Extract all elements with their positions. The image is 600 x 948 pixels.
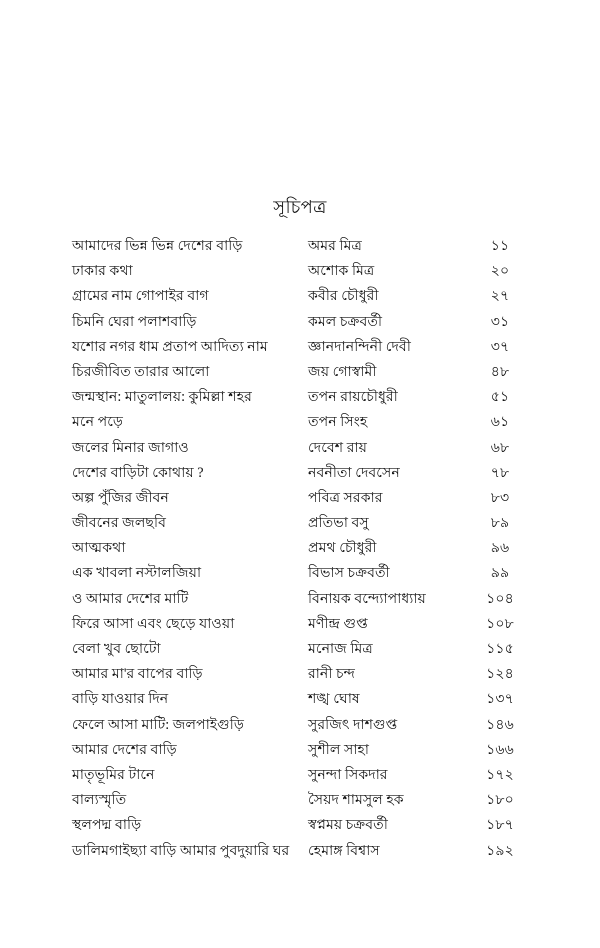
toc-entry-author: সৈয়দ শামসুল হক <box>308 792 404 809</box>
toc-entry-page-number: ৯৯ <box>490 565 510 582</box>
toc-entry-author: প্রতিভা বসু <box>308 515 369 532</box>
toc-entry-author: তপন রায়চৌধুরী <box>308 389 398 406</box>
toc-entry-page-number: ৬৮ <box>490 439 510 456</box>
page-title: সূচিপত্র <box>273 197 327 217</box>
toc-entry-author: পবিত্র সরকার <box>308 489 383 506</box>
toc-entry-page-number: ১৮৭ <box>486 817 514 834</box>
toc-entry-page-number: ৬১ <box>490 414 510 431</box>
toc-entry-author: অমর মিত্র <box>308 238 362 254</box>
toc-entry-author: শঙ্খ ঘোষ <box>308 691 360 708</box>
toc-entry-page-number: ২০ <box>490 263 510 280</box>
toc-entry-title[interactable]: আত্মকথা <box>72 540 126 557</box>
toc-entry-title[interactable]: এক খাবলা নস্টালজিয়া <box>72 565 202 582</box>
toc-row[interactable] <box>0 790 600 815</box>
toc-row[interactable] <box>0 664 600 689</box>
toc-row[interactable] <box>0 639 600 664</box>
toc-entry-author: অশোক মিত্র <box>308 263 375 280</box>
toc-row[interactable] <box>0 689 600 714</box>
toc-row[interactable] <box>0 412 600 437</box>
toc-entry-page-number: ৩৭ <box>490 338 510 355</box>
toc-row[interactable] <box>0 312 600 337</box>
toc-row[interactable] <box>0 740 600 765</box>
toc-entry-page-number: ১৮০ <box>486 792 514 809</box>
toc-entry-page-number: ১৯২ <box>486 842 514 859</box>
toc-entry-title[interactable]: চিরজীবিত তারার আলো <box>72 363 210 380</box>
toc-entry-page-number: ৯৬ <box>490 540 510 557</box>
toc-entry-title[interactable]: আমাদের ভিন্ন ভিন্ন দেশের বাড়ি <box>72 238 243 254</box>
toc-row[interactable] <box>0 538 600 563</box>
toc-entry-title[interactable]: মনে পড়ে <box>72 414 124 431</box>
toc-entry-author: বিনায়ক বন্দ্যোপাধ্যায় <box>308 590 426 607</box>
toc-entry-author: কমল চক্রবর্তী <box>308 313 383 330</box>
toc-row[interactable] <box>0 236 600 261</box>
toc-entry-author: সুশীল সাহা <box>308 741 369 758</box>
toc-row[interactable] <box>0 614 600 639</box>
toc-entry-page-number: ২৭ <box>490 288 510 305</box>
toc-entry-page-number: ১৩৭ <box>486 691 514 708</box>
toc-entry-page-number: ১১৫ <box>486 641 514 657</box>
toc-entry-page-number: ৩১ <box>490 313 510 330</box>
toc-entry-author: তপন সিংহ <box>308 414 368 431</box>
toc-entry-title[interactable]: স্থলপদ্ম বাড়ি <box>72 817 142 834</box>
toc-entry-title[interactable]: ও আমার দেশের মাটি <box>72 590 189 607</box>
toc-row[interactable] <box>0 513 600 538</box>
toc-entry-author: স্বপ্নময় চক্রবর্তী <box>308 817 388 834</box>
toc-entry-title[interactable]: বাড়ি যাওয়ার দিন <box>72 691 169 708</box>
toc-entry-title[interactable]: ডালিমগাইছ্যা বাড়ি আমার পুবদুয়ারি ঘর <box>72 842 290 859</box>
toc-entry-page-number: ৮৩ <box>490 489 510 506</box>
toc-entry-page-number: ১৬৬ <box>486 741 514 758</box>
toc-row[interactable] <box>0 438 600 463</box>
toc-entry-page-number: ১৪৬ <box>486 716 514 733</box>
toc-entry-page-number: ১৭২ <box>486 766 514 783</box>
toc-entry-author: মণীন্দ্র গুপ্ত <box>308 615 368 632</box>
toc-entry-author: প্রমথ চৌধুরী <box>308 540 377 557</box>
toc-row[interactable] <box>0 563 600 588</box>
toc-entry-page-number: ৪৮ <box>490 363 510 380</box>
toc-entry-author: জয় গোস্বামী <box>308 363 377 380</box>
toc-row[interactable] <box>0 387 600 412</box>
toc-row[interactable] <box>0 337 600 362</box>
toc-entry-author: সুরজিৎ দাশগুপ্ত <box>308 716 398 733</box>
toc-entry-title[interactable]: জন্মস্থান: মাতুলালয়: কুমিল্লা শহর <box>72 389 252 406</box>
toc-entry-page-number: ৫১ <box>490 389 510 406</box>
toc-entry-page-number: ৮৯ <box>490 515 510 532</box>
toc-row[interactable] <box>0 715 600 740</box>
toc-entry-author: বিভাস চক্রবর্তী <box>308 565 390 582</box>
toc-row[interactable] <box>0 261 600 286</box>
toc-row[interactable] <box>0 362 600 387</box>
toc-entry-author: রানী চন্দ <box>308 666 356 683</box>
toc-entry-title[interactable]: জীবনের জলছবি <box>72 515 166 532</box>
toc-entry-title[interactable]: বাল্যস্মৃতি <box>72 792 127 809</box>
toc-entry-title[interactable]: অল্প পুঁজির জীবন <box>72 489 169 506</box>
toc-entry-title[interactable]: দেশের বাড়িটা কোথায় ? <box>72 464 204 481</box>
toc-entry-title[interactable]: আমার মা'র বাপের বাড়ি <box>72 666 203 683</box>
toc-row[interactable] <box>0 589 600 614</box>
toc-entry-title[interactable]: আমার দেশের বাড়ি <box>72 741 177 758</box>
toc-row[interactable] <box>0 463 600 488</box>
toc-entry-author: নবনীতা দেবসেন <box>308 464 400 481</box>
toc-row[interactable] <box>0 815 600 840</box>
toc-entry-page-number: ১২৪ <box>486 666 514 683</box>
toc-row[interactable] <box>0 765 600 790</box>
toc-row[interactable] <box>0 841 600 866</box>
toc-entry-page-number: ১১ <box>490 238 510 254</box>
toc-row[interactable] <box>0 488 600 513</box>
toc-entry-title[interactable]: ফেলে আসা মাটি: জলপাইগুড়ি <box>72 716 244 733</box>
toc-entry-author: সুনন্দা সিকদার <box>308 766 388 783</box>
toc-entry-title[interactable]: ঢাকার কথা <box>72 263 133 280</box>
toc-entry-title[interactable]: ফিরে আসা এবং ছেড়ে যাওয়া <box>72 615 235 632</box>
toc-row[interactable] <box>0 286 600 311</box>
toc-entry-title[interactable]: যশোর নগর ধাম প্রতাপ আদিত্য নাম <box>72 338 268 355</box>
toc-entry-page-number: ১০৮ <box>486 615 514 632</box>
table-of-contents <box>0 236 600 866</box>
toc-entry-author: দেবেশ রায় <box>308 439 368 456</box>
toc-entry-title[interactable]: চিমনি ঘেরা পলাশবাড়ি <box>72 313 197 330</box>
toc-entry-title[interactable]: গ্রামের নাম গোপাইর বাগ <box>72 288 209 305</box>
toc-entry-title[interactable]: জলের মিনার জাগাও <box>72 439 189 456</box>
toc-entry-title[interactable]: বেলা খুব ছোটো <box>72 641 161 657</box>
toc-entry-author: মনোজ মিত্র <box>308 641 373 657</box>
toc-entry-page-number: ৭৮ <box>490 464 510 481</box>
toc-entry-title[interactable]: মাতৃভূমির টানে <box>72 766 155 783</box>
toc-entry-author: কবীর চৌধুরী <box>308 288 379 305</box>
toc-entry-author: হেমাঙ্গ বিশ্বাস <box>308 842 380 859</box>
toc-entry-page-number: ১০৪ <box>486 590 514 607</box>
toc-entry-author: জ্ঞানদানন্দিনী দেবী <box>308 338 411 355</box>
